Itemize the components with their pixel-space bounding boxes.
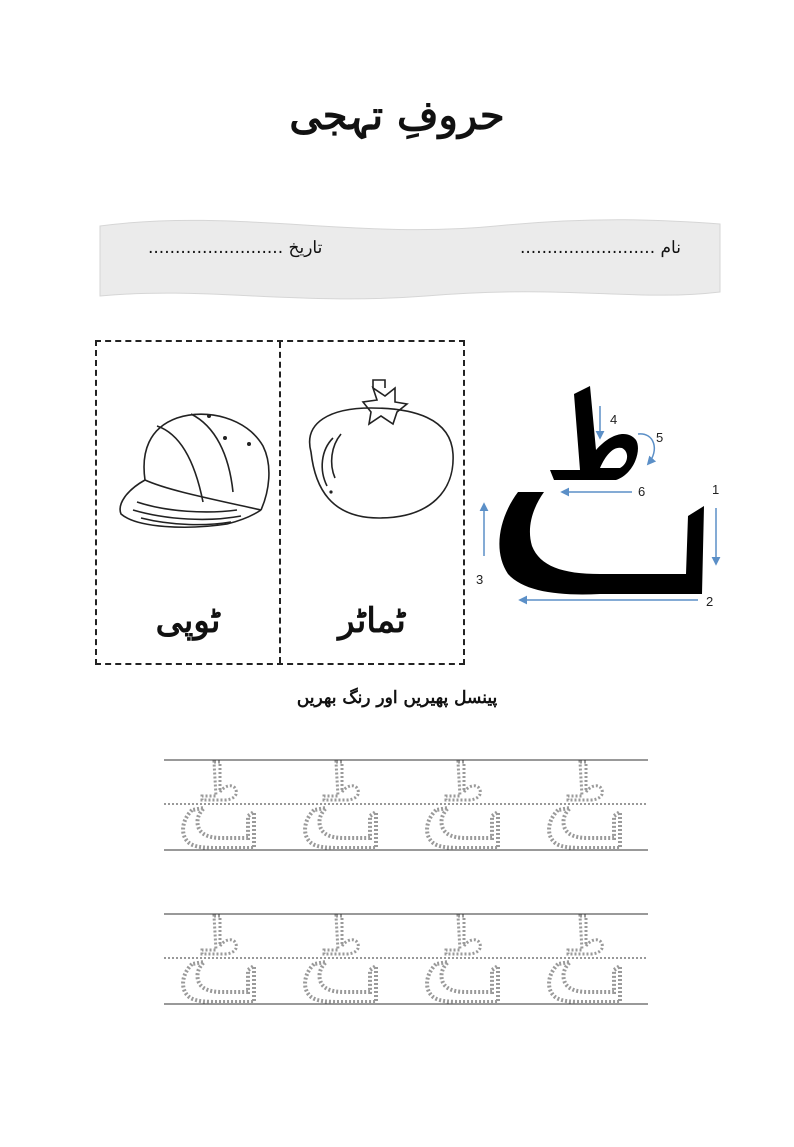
name-label: نام xyxy=(660,238,681,258)
card-word-tomato: ٹماٹر xyxy=(338,601,406,641)
page-title: حروفِ تہجی xyxy=(289,92,505,139)
card-tomato xyxy=(279,342,463,663)
practice-row-1[interactable] xyxy=(164,756,648,856)
stroke-order-diagram xyxy=(470,380,750,620)
date-label: تاریخ xyxy=(288,238,323,258)
stroke-number: 1 xyxy=(712,482,720,497)
trace-letter[interactable] xyxy=(427,916,498,1002)
picture-cards xyxy=(95,340,465,665)
tomato-icon xyxy=(281,342,464,572)
stroke-number: 3 xyxy=(476,572,484,587)
trace-letter[interactable] xyxy=(305,916,376,1002)
date-field[interactable] xyxy=(148,238,322,258)
trace-letter[interactable] xyxy=(305,762,376,848)
stroke-number: 2 xyxy=(706,594,714,609)
name-blank: ......................... xyxy=(520,238,656,258)
name-field[interactable] xyxy=(520,238,681,258)
stroke-number: 5 xyxy=(656,430,664,445)
trace-letter[interactable] xyxy=(183,762,254,848)
letter-tay-shape xyxy=(499,492,704,594)
cap-icon xyxy=(97,342,280,572)
stroke-number: 6 xyxy=(638,484,646,499)
card-cap xyxy=(97,342,279,663)
card-word-cap: ٹوپی xyxy=(155,601,221,641)
date-blank: ......................... xyxy=(148,238,284,258)
letter-toe-shape xyxy=(550,386,638,480)
name-date-banner xyxy=(96,212,724,304)
trace-letter[interactable] xyxy=(427,762,498,848)
tracing-lines xyxy=(164,756,648,856)
stroke-number: 4 xyxy=(610,412,618,427)
instruction-text: پینسل پھیریں اور رنگ بھریں xyxy=(296,688,498,708)
tracing-lines xyxy=(164,910,648,1010)
trace-letter[interactable] xyxy=(549,762,620,848)
trace-letter[interactable] xyxy=(183,916,254,1002)
practice-row-2[interactable] xyxy=(164,910,648,1010)
trace-letter[interactable] xyxy=(549,916,620,1002)
